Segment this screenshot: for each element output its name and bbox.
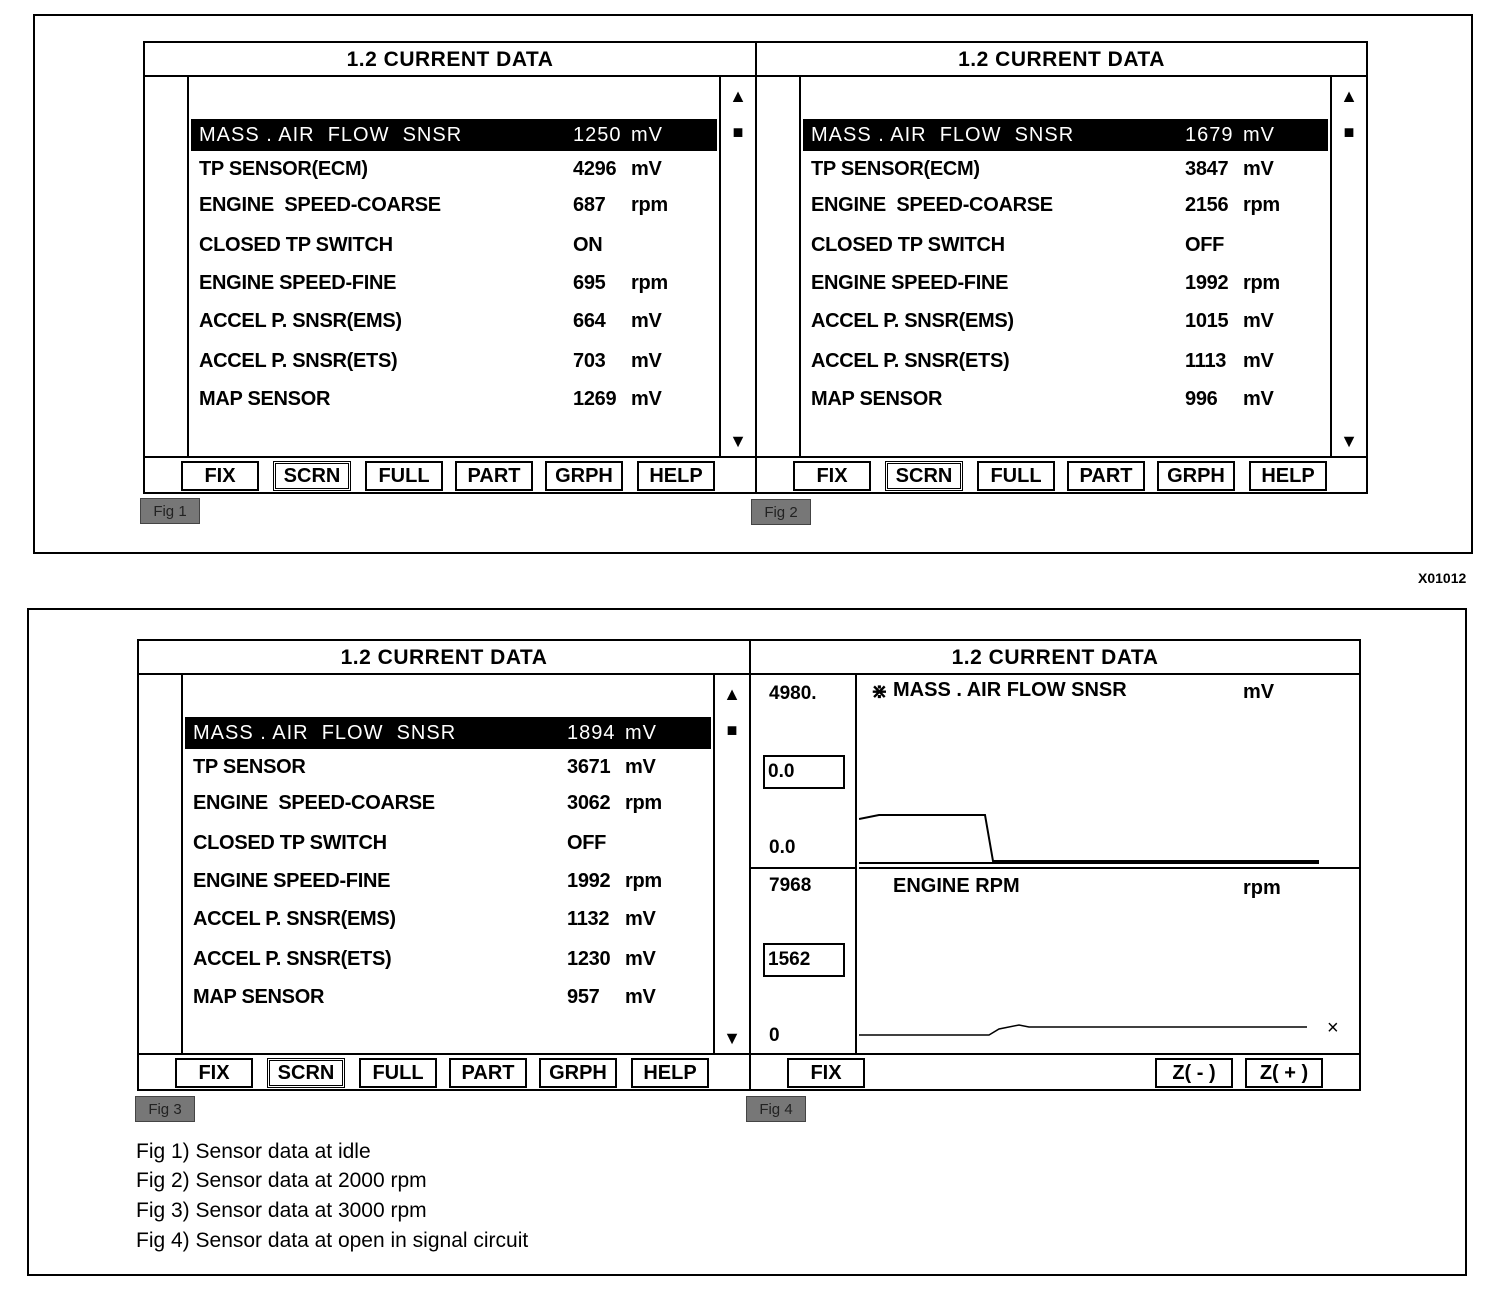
scroll-up-icon[interactable]: ▲	[1340, 86, 1358, 106]
data-row[interactable]	[803, 153, 1328, 185]
parameter-unit: mV	[1243, 388, 1274, 410]
fig4-screen	[749, 639, 1361, 1091]
data-row[interactable]	[185, 903, 711, 935]
parameter-unit: mV	[625, 756, 656, 778]
part-button[interactable]: PART	[455, 461, 533, 491]
parameter-name: MASS . AIR FLOW SNSR	[193, 722, 457, 744]
caption-fig4: Fig 4) Sensor data at open in signal circuit	[136, 1229, 529, 1252]
data-row[interactable]	[185, 865, 711, 897]
parameter-unit: mV	[1243, 310, 1274, 332]
parameter-value: OFF	[1185, 234, 1225, 256]
fig1-scrollbar[interactable]	[719, 77, 755, 456]
parameter-unit: mV	[625, 908, 656, 930]
parameter-name: ACCEL P. SNSR(ETS)	[811, 350, 1010, 372]
fig4-softkeys	[751, 1053, 1359, 1089]
graph-traces	[859, 675, 1363, 1055]
maf-marker-icon: ⋇	[871, 681, 888, 703]
rpm-end-marker-icon: ×	[1327, 1017, 1339, 1039]
parameter-value: 2156	[1185, 194, 1229, 216]
parameter-value: 695	[573, 272, 606, 294]
parameter-unit: rpm	[625, 870, 662, 892]
fig2-tag: Fig 2	[751, 499, 811, 525]
maf-current-value: 0.0	[763, 755, 845, 789]
scroll-up-icon[interactable]: ▲	[723, 684, 741, 704]
parameter-value: 664	[573, 310, 606, 332]
graph-scale-column	[751, 675, 857, 1053]
maf-graph-unit: mV	[1243, 681, 1275, 703]
rpm-min-value: 0	[769, 1025, 780, 1046]
scroll-up-icon[interactable]: ▲	[729, 86, 747, 106]
parameter-value: 3671	[567, 756, 611, 778]
zoom-out-button[interactable]: Z( - )	[1155, 1058, 1233, 1088]
parameter-name: MAP SENSOR	[811, 388, 943, 410]
data-row[interactable]	[191, 345, 717, 377]
parameter-value: ON	[573, 234, 603, 256]
fig1-tag: Fig 1	[140, 498, 200, 524]
fig4-title: 1.2 CURRENT DATA	[751, 641, 1359, 675]
maf-graph-label: MASS . AIR FLOW SNSR	[893, 679, 1127, 701]
help-button[interactable]: HELP	[631, 1058, 709, 1088]
fig2-screen	[755, 41, 1368, 494]
parameter-name: ACCEL P. SNSR(EMS)	[193, 908, 396, 930]
data-row[interactable]	[191, 189, 717, 221]
scroll-thumb-icon[interactable]: ■	[1343, 122, 1355, 142]
parameter-unit: rpm	[631, 272, 668, 294]
reference-code: X01012	[1418, 570, 1467, 586]
parameter-unit: rpm	[1243, 194, 1280, 216]
part-button[interactable]: PART	[449, 1058, 527, 1088]
parameter-name: ACCEL P. SNSR(EMS)	[199, 310, 402, 332]
parameter-name: ACCEL P. SNSR(EMS)	[811, 310, 1014, 332]
parameter-name: ENGINE SPEED-FINE	[811, 272, 1009, 294]
parameter-unit: rpm	[631, 194, 668, 216]
parameter-unit: mV	[625, 948, 656, 970]
parameter-value: 1015	[1185, 310, 1229, 332]
fig3-data-list	[185, 675, 711, 1053]
full-button[interactable]: FULL	[977, 461, 1055, 491]
data-row[interactable]	[803, 119, 1328, 151]
full-button[interactable]: FULL	[359, 1058, 437, 1088]
parameter-unit: mV	[625, 986, 656, 1008]
parameter-value: 1992	[1185, 272, 1229, 294]
parameter-unit: mV	[625, 722, 657, 744]
parameter-value: 1269	[573, 388, 617, 410]
data-row[interactable]	[185, 943, 711, 975]
zoom-in-button[interactable]: Z( + )	[1245, 1058, 1323, 1088]
grph-button[interactable]: GRPH	[545, 461, 623, 491]
rpm-current-value: 1562	[763, 943, 845, 977]
parameter-name: ENGINE SPEED-COARSE	[811, 194, 1053, 216]
scroll-down-icon[interactable]: ▼	[729, 431, 747, 451]
fig3-screen	[137, 639, 751, 1091]
data-row[interactable]	[803, 383, 1328, 415]
parameter-value: 687	[573, 194, 606, 216]
parameter-unit: mV	[631, 158, 662, 180]
parameter-name: CLOSED TP SWITCH	[199, 234, 393, 256]
help-button[interactable]: HELP	[637, 461, 715, 491]
fig1-title: 1.2 CURRENT DATA	[145, 43, 755, 77]
parameter-unit: mV	[1243, 158, 1274, 180]
graph-plot-area	[859, 675, 1359, 1053]
full-button[interactable]: FULL	[365, 461, 443, 491]
parameter-unit: mV	[1243, 124, 1275, 146]
scrn-button[interactable]: SCRN	[885, 461, 963, 491]
fig2-scrollbar[interactable]	[1330, 77, 1366, 456]
parameter-name: ENGINE SPEED-COARSE	[199, 194, 441, 216]
parameter-value: 1113	[1185, 350, 1227, 372]
parameter-value: 1992	[567, 870, 611, 892]
parameter-name: MASS . AIR FLOW SNSR	[811, 124, 1075, 146]
fix-button[interactable]: FIX	[175, 1058, 253, 1088]
fig3-title: 1.2 CURRENT DATA	[139, 641, 749, 675]
scrn-button[interactable]: SCRN	[267, 1058, 345, 1088]
fig2-softkeys	[757, 456, 1366, 492]
parameter-name: ENGINE SPEED-FINE	[199, 272, 397, 294]
data-row[interactable]	[185, 717, 711, 749]
scrn-button[interactable]: SCRN	[273, 461, 351, 491]
fig4-tag: Fig 4	[746, 1096, 806, 1122]
parameter-name: MASS . AIR FLOW SNSR	[199, 124, 463, 146]
parameter-unit: mV	[631, 388, 662, 410]
grph-button[interactable]: GRPH	[1157, 461, 1235, 491]
parameter-name: ACCEL P. SNSR(ETS)	[199, 350, 398, 372]
fig1-screen	[143, 41, 757, 494]
scroll-thumb-icon[interactable]: ■	[726, 720, 738, 740]
parameter-name: MAP SENSOR	[199, 388, 331, 410]
parameter-unit: mV	[631, 124, 663, 146]
data-row[interactable]	[191, 383, 717, 415]
grph-button[interactable]: GRPH	[539, 1058, 617, 1088]
data-row[interactable]	[185, 981, 711, 1013]
parameter-name: ENGINE SPEED-FINE	[193, 870, 391, 892]
fig1-softkeys	[145, 456, 755, 492]
data-row[interactable]	[191, 229, 717, 261]
scroll-down-icon[interactable]: ▼	[723, 1028, 741, 1048]
data-row[interactable]	[803, 345, 1328, 377]
maf-min-value: 0.0	[769, 837, 796, 858]
data-row[interactable]	[803, 189, 1328, 221]
parameter-value: 1679	[1185, 124, 1234, 146]
parameter-value: 3847	[1185, 158, 1229, 180]
parameter-name: TP SENSOR(ECM)	[811, 158, 980, 180]
fig2-data-list	[803, 77, 1328, 456]
parameter-value: OFF	[567, 832, 607, 854]
fig2-title: 1.2 CURRENT DATA	[757, 43, 1366, 77]
scroll-down-icon[interactable]: ▼	[1340, 431, 1358, 451]
parameter-name: ENGINE SPEED-COARSE	[193, 792, 435, 814]
parameter-name: TP SENSOR(ECM)	[199, 158, 368, 180]
parameter-unit: mV	[631, 350, 662, 372]
parameter-unit: mV	[1243, 350, 1274, 372]
help-button[interactable]: HELP	[1249, 461, 1327, 491]
parameter-name: CLOSED TP SWITCH	[811, 234, 1005, 256]
parameter-value: 3062	[567, 792, 611, 814]
parameter-value: 957	[567, 986, 600, 1008]
caption-fig1: Fig 1) Sensor data at idle	[136, 1140, 371, 1163]
parameter-unit: rpm	[1243, 272, 1280, 294]
fig3-softkeys	[139, 1053, 749, 1089]
parameter-name: MAP SENSOR	[193, 986, 325, 1008]
fig3-scrollbar[interactable]	[713, 675, 749, 1053]
scroll-thumb-icon[interactable]: ■	[732, 122, 744, 142]
parameter-value: 703	[573, 350, 606, 372]
fix-button[interactable]: FIX	[181, 461, 259, 491]
parameter-unit: rpm	[625, 792, 662, 814]
caption-fig2: Fig 2) Sensor data at 2000 rpm	[136, 1169, 427, 1192]
fix-button[interactable]: FIX	[793, 461, 871, 491]
parameter-value: 1132	[567, 908, 610, 930]
part-button[interactable]: PART	[1067, 461, 1145, 491]
data-row[interactable]	[185, 827, 711, 859]
parameter-name: TP SENSOR	[193, 756, 306, 778]
fig1-data-list	[191, 77, 717, 456]
maf-max-value: 4980.	[769, 683, 817, 704]
parameter-value: 1230	[567, 948, 611, 970]
data-row[interactable]	[191, 153, 717, 185]
rpm-trace	[859, 1025, 1307, 1035]
data-row[interactable]	[803, 267, 1328, 299]
maf-trace	[859, 815, 1319, 861]
parameter-value: 996	[1185, 388, 1218, 410]
rpm-graph-unit: rpm	[1243, 877, 1281, 899]
fig3-tag: Fig 3	[135, 1096, 195, 1122]
parameter-value: 1250	[573, 124, 622, 146]
caption-fig3: Fig 3) Sensor data at 3000 rpm	[136, 1199, 427, 1222]
data-row[interactable]	[191, 267, 717, 299]
rpm-max-value: 7968	[769, 875, 812, 896]
data-row[interactable]	[803, 229, 1328, 261]
rpm-graph-label: ENGINE RPM	[893, 875, 1020, 897]
fix-button[interactable]: FIX	[787, 1058, 865, 1088]
parameter-value: 4296	[573, 158, 617, 180]
data-row[interactable]	[185, 787, 711, 819]
parameter-value: 1894	[567, 722, 616, 744]
data-row[interactable]	[185, 751, 711, 783]
parameter-name: CLOSED TP SWITCH	[193, 832, 387, 854]
data-row[interactable]	[191, 119, 717, 151]
parameter-name: ACCEL P. SNSR(ETS)	[193, 948, 392, 970]
data-row[interactable]	[191, 305, 717, 337]
parameter-unit: mV	[631, 310, 662, 332]
data-row[interactable]	[803, 305, 1328, 337]
